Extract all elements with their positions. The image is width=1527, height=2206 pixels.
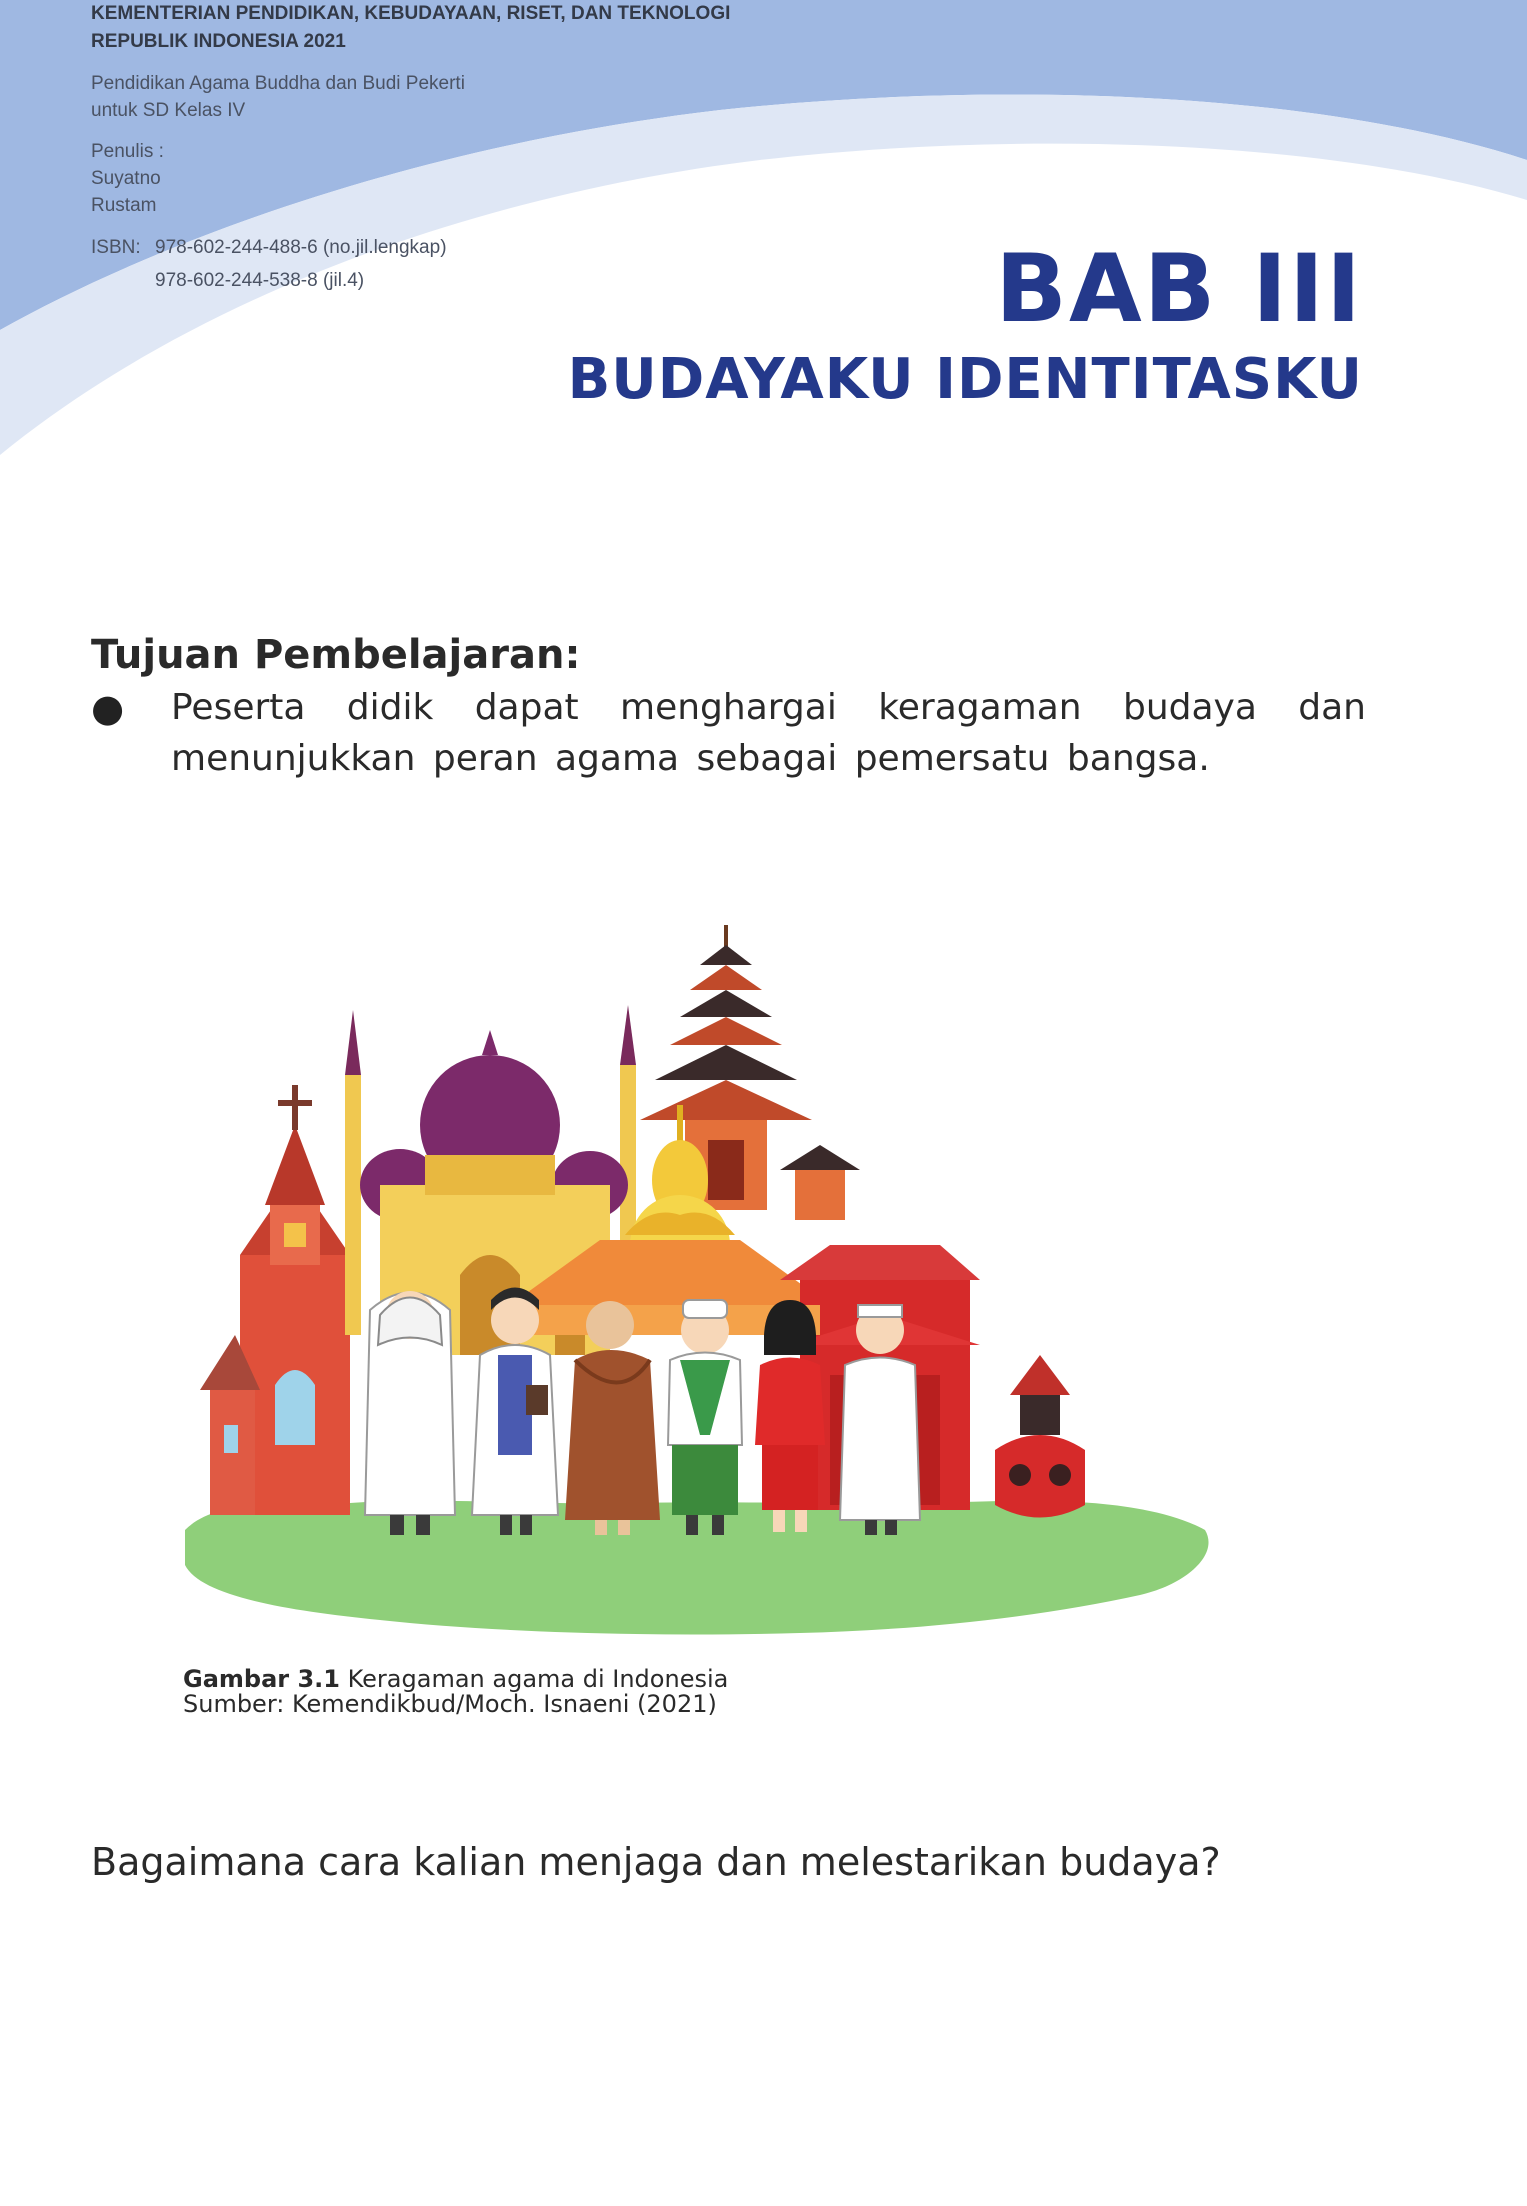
discussion-question: Bagaimana cara kalian menjaga dan melestarikan budaya? (91, 1840, 1221, 1884)
chapter-heading (567, 235, 1363, 412)
person-woman-icon (755, 1300, 825, 1532)
person-nun-icon (365, 1291, 455, 1535)
goal-text: Peserta didik dapat menghargai keragaman budaya dan menunjukkan peran agama sebagai pemersatu bangsa. (171, 687, 1366, 779)
publisher-line: REPUBLIK INDONESIA 2021 (91, 31, 346, 52)
bullet-icon: ● (91, 686, 125, 730)
lantern-icon (995, 1355, 1085, 1518)
book-title-line: untuk SD Kelas IV (91, 100, 246, 121)
chapter-title: BUDAYAKU IDENTITASKU (567, 347, 1363, 412)
person-muslim-icon (668, 1300, 742, 1535)
church-icon (200, 1085, 350, 1515)
isbn-label: ISBN: (91, 237, 141, 258)
learning-goals-heading: Tujuan Pembelajaran: (91, 632, 581, 678)
figure-label: Gambar 3.1 (183, 1665, 340, 1693)
goal-item (91, 682, 1366, 784)
publisher (91, 0, 730, 56)
learning-goals (91, 630, 1366, 784)
figure-caption-text: Keragaman agama di Indonesia (347, 1665, 729, 1693)
book-title (91, 70, 730, 124)
isbn-value: 978-602-244-488-6 (no.jil.lengkap) (155, 237, 447, 258)
figure-source: Sumber: Kemendikbud/Moch. Isnaeni (2021) (183, 1690, 717, 1718)
religious-diversity-illustration (180, 905, 1220, 1645)
book-title-line: Pendidikan Agama Buddha dan Budi Pekerti (91, 73, 465, 94)
writers-label: Penulis : (91, 141, 164, 162)
isbn-value: 978-602-244-538-8 (jil.4) (155, 270, 365, 291)
writers (91, 138, 730, 219)
chapter-number: BAB III (995, 235, 1363, 344)
writer-name: Rustam (91, 195, 157, 216)
publisher-line: KEMENTERIAN PENDIDIKAN, KEBUDAYAAN, RISET, DAN TEKNOLOGI (91, 3, 731, 24)
figure-caption (183, 1667, 728, 1717)
writer-name: Suyatno (91, 168, 161, 189)
